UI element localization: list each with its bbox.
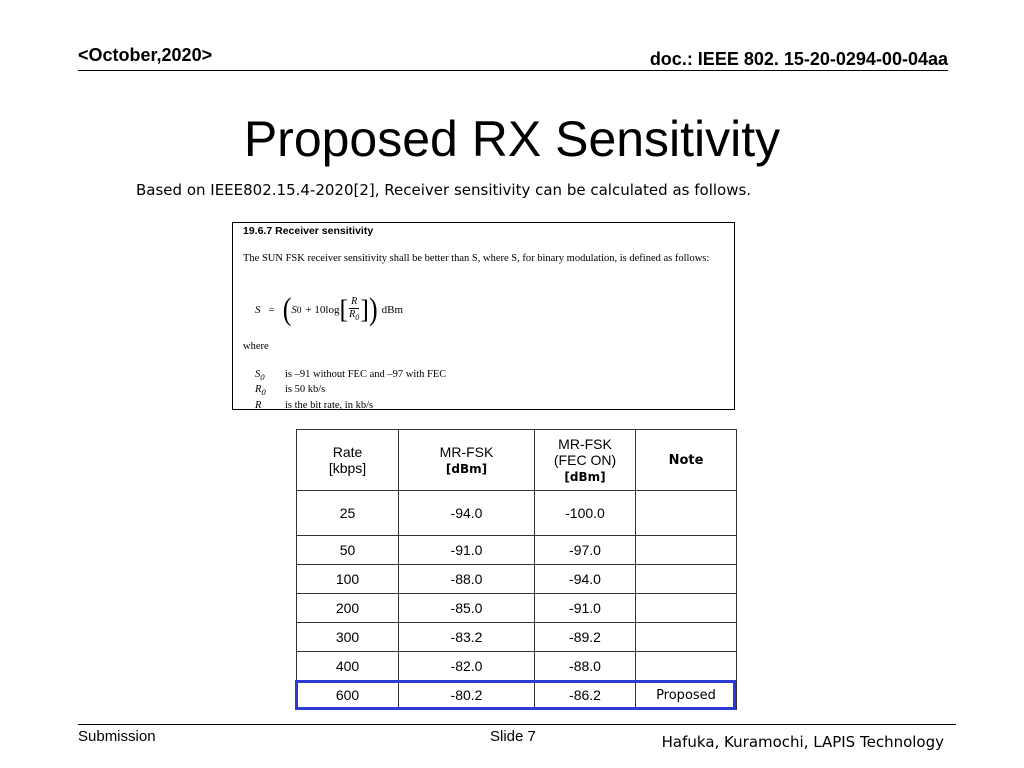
cell-mrfsk: -85.0 <box>399 594 535 623</box>
table-row <box>297 536 737 565</box>
footer-submission: Submission <box>78 728 156 745</box>
cell-note <box>636 623 737 652</box>
formula-s0-sub: 0 <box>296 305 302 315</box>
definition-s0: $S_0$ is –91 without FEC and –97 with FEC <box>255 369 447 383</box>
formula-unit: dBm <box>381 304 404 316</box>
cell-rate: 300 <box>297 623 399 652</box>
header-mrfsk-fec: MR-FSK (FEC ON) [dBm] <box>535 430 636 491</box>
formula-den-sub: 0 <box>355 313 360 322</box>
cell-rate: 100 <box>297 565 399 594</box>
cell-mrfsk: -94.0 <box>399 491 535 536</box>
sensitivity-table <box>296 429 737 710</box>
header-mrfsk: MR-FSK [dBm] <box>399 430 535 491</box>
excerpt-where: where <box>243 341 269 352</box>
cell-fec: -91.0 <box>535 594 636 623</box>
header-doc-id: doc.: IEEE 802. 15-20-0294-00-04aa <box>649 49 948 69</box>
cell-note <box>636 594 737 623</box>
header-date: <October,2020> <box>78 45 213 65</box>
sensitivity-formula: S = ( S 0 + 10log [ $\frac{R}{R_0}$ ] ) dBm <box>255 292 404 327</box>
formula-equals: = <box>268 304 275 316</box>
header-note: Note <box>636 430 737 491</box>
formula-lhs: S <box>255 304 261 316</box>
footer-authors: Hafuka, Kuramochi, LAPIS Technology <box>661 733 944 751</box>
cell-mrfsk: -82.0 <box>399 652 535 681</box>
table-row <box>297 623 737 652</box>
table-row <box>297 491 737 536</box>
cell-mrfsk: -91.0 <box>399 536 535 565</box>
cell-mrfsk: -88.0 <box>399 565 535 594</box>
definition-r: R is the bit rate, in kb/s <box>255 400 374 410</box>
header-divider <box>78 70 948 71</box>
cell-fec: -97.0 <box>535 536 636 565</box>
footer-slide-number: Slide 7 <box>490 728 536 745</box>
standard-excerpt <box>232 222 735 410</box>
cell-fec: -86.2 <box>535 681 636 710</box>
footer-divider <box>78 724 956 725</box>
cell-rate: 50 <box>297 536 399 565</box>
formula-s0: S <box>291 304 297 316</box>
formula-fraction <box>349 296 359 324</box>
cell-rate: 200 <box>297 594 399 623</box>
cell-fec: -94.0 <box>535 565 636 594</box>
cell-rate: 600 <box>297 681 399 710</box>
cell-note <box>636 536 737 565</box>
table-row-proposed <box>297 681 737 710</box>
header-rate: Rate [kbps] <box>297 430 399 491</box>
table-header-row <box>297 430 737 491</box>
cell-fec: -100.0 <box>535 491 636 536</box>
cell-rate: 400 <box>297 652 399 681</box>
formula-log: + 10log <box>305 304 340 316</box>
slide-title: Proposed RX Sensitivity <box>243 111 781 167</box>
slide-subtitle: Based on IEEE802.15.4-2020[2], Receiver sensitivity can be calculated as follows. <box>136 181 752 199</box>
excerpt-heading: 19.6.7 Receiver sensitivity <box>243 225 374 237</box>
cell-note <box>636 565 737 594</box>
cell-rate: 25 <box>297 491 399 536</box>
formula-num: R <box>351 296 358 307</box>
cell-fec: -88.0 <box>535 652 636 681</box>
table-row <box>297 565 737 594</box>
cell-mrfsk: -80.2 <box>399 681 535 710</box>
table-row <box>297 652 737 681</box>
cell-note-proposed: Proposed <box>636 681 737 710</box>
cell-note <box>636 491 737 536</box>
table-row <box>297 594 737 623</box>
excerpt-paragraph: The SUN FSK receiver sensitivity shall be better than S, where S, for binary modulation, is defined as follows: <box>243 253 710 264</box>
cell-mrfsk: -83.2 <box>399 623 535 652</box>
cell-fec: -89.2 <box>535 623 636 652</box>
formula-den: R <box>349 309 356 320</box>
definition-r0: $R_0$ is 50 kb/s <box>255 384 326 398</box>
cell-note <box>636 652 737 681</box>
